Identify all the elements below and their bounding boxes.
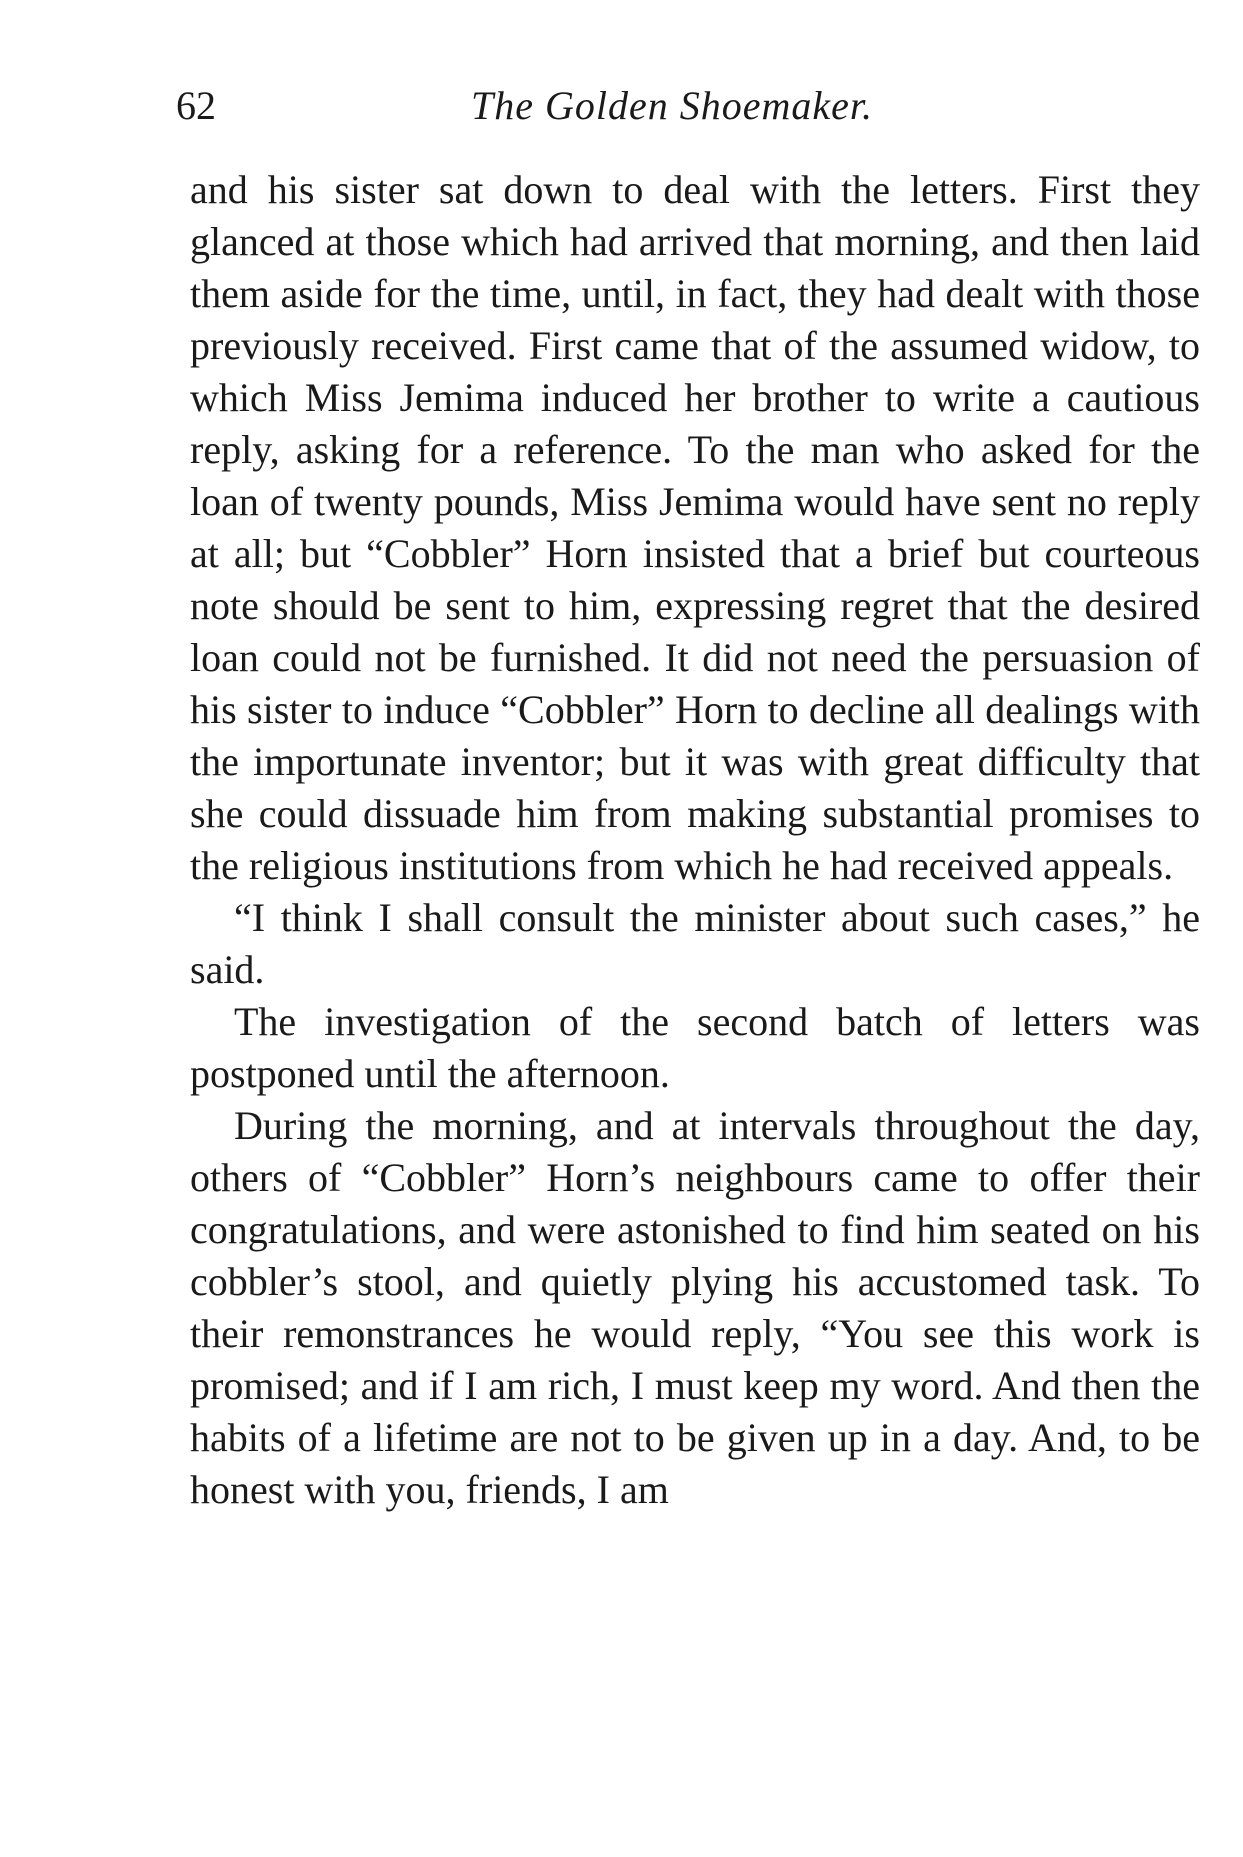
running-head	[176, 78, 1188, 134]
page-number: 62	[176, 83, 216, 128]
paragraph: The investigation of the second batch of letters was postponed until the afternoon.	[190, 999, 1200, 1096]
paragraph-continued: and his sister sat down to deal with the letters. First they glanced at those which had arrived that morning, and then laid them aside for the time, until, in fact, they had dealt with those previously received. First came that of the assumed widow, to which Miss Jemima induced her brother to write a cautious reply, asking for a reference. To the man who asked for the loan of twenty pounds, Miss Jemima would have sent no reply at all; but “Cobbler” Horn insisted that a brief but courteous note should be sent to him, expressing regret that the desired loan could not be furnished. It did not need the persuasion of his sister to induce “Cobbler” Horn to decline all dealings with the importunate inventor; but it was with great difficulty that she could dissuade him from making substantial promises to the religious institutions from which he had received appeals.	[190, 167, 1200, 888]
paragraph: During the morning, and at intervals throughout the day, others of “Cobbler” Horn’s neighbours came to offer their congratulations, and were astonished to find him seated on his cobbler’s stool, and quietly plying his accustomed task. To their remonstrances he would reply, “You see this work is promised; and if I am rich, I must keep my word. And then the habits of a lifetime are not to be given up in a day. And, to be honest with you, friends, I am	[190, 1103, 1200, 1512]
book-title: The Golden Shoemaker.	[471, 83, 874, 128]
body-text	[190, 164, 1200, 1516]
paragraph-dialogue: “I think I shall consult the minister about such cases,” he said.	[190, 895, 1200, 992]
